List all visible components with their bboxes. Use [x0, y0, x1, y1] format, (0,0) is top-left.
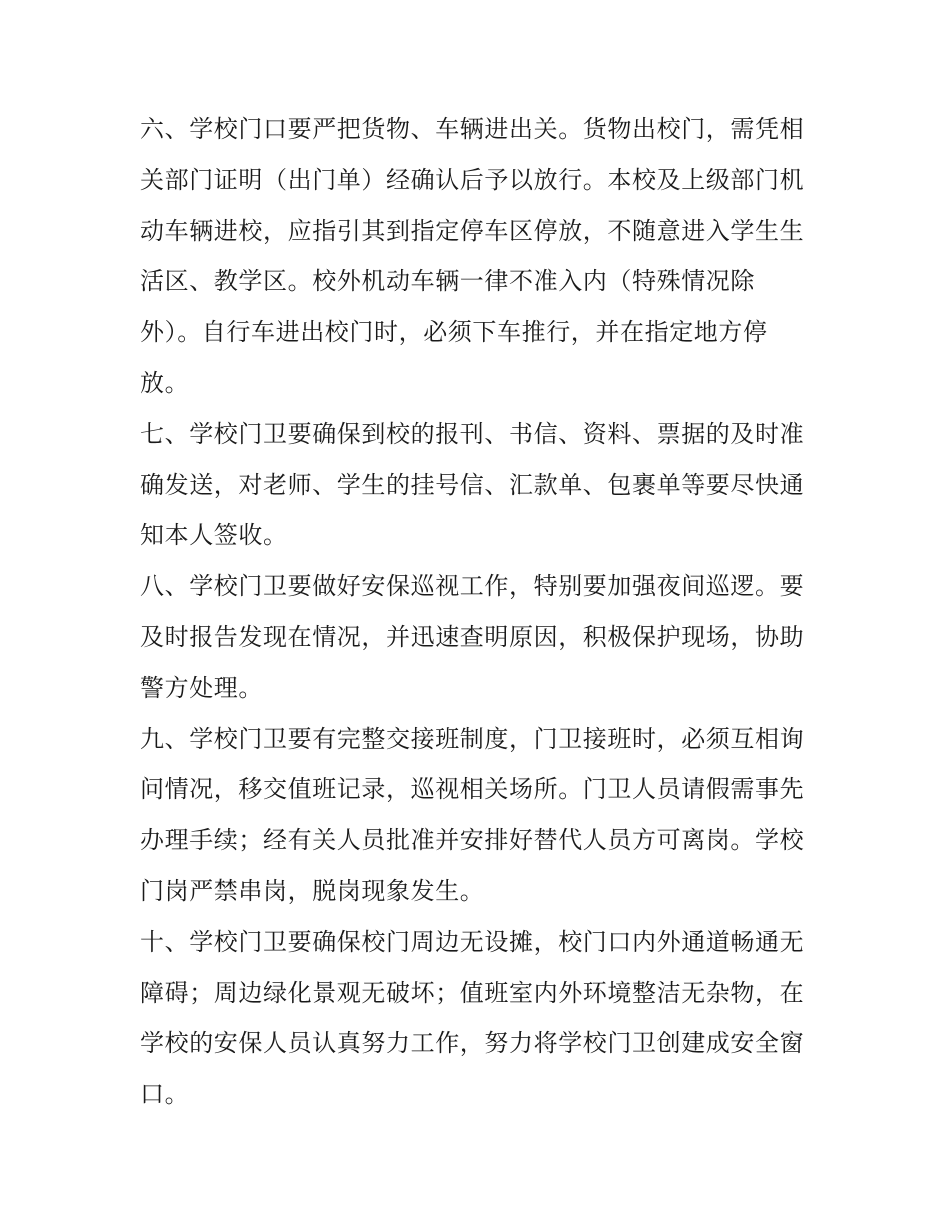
paragraph-six — [140, 104, 820, 409]
text-line: 确发送，对老师、学生的挂号信、汇款单、包裹单等要尽快通 — [140, 470, 805, 499]
text-line: 动车辆进校，应指引其到指定停车区停放，不随意进入学生生 — [140, 216, 805, 245]
text-line: 关部门证明（出门单）经确认后予以放行。本校及上级部门机 — [140, 165, 805, 194]
text-line: 九、学校门卫要有完整交接班制度，门卫接班时，必须互相询 — [140, 724, 805, 753]
text-line: 问情况，移交值班记录，巡视相关场所。门卫人员请假需事先 — [140, 775, 805, 804]
text-line: 外）。自行车进出校门时，必须下车推行，并在指定地方停 — [140, 318, 768, 347]
text-line: 十、学校门卫要确保校门周边无设摊，校门口内外通道畅通无 — [140, 927, 805, 956]
paragraph-ten — [140, 917, 820, 1120]
paragraph-eight — [140, 561, 820, 713]
text-line: 警方处理。 — [140, 673, 263, 702]
text-line: 办理手续；经有关人员批准并安排好替代人员方可离岗。学校 — [140, 826, 805, 855]
text-line: 口。 — [140, 1080, 190, 1109]
text-line: 及时报告发现在情况，并迅速查明原因，积极保护现场，协助 — [140, 622, 805, 651]
paragraph-nine — [140, 714, 820, 917]
text-line: 七、学校门卫要确保到校的报刊、书信、资料、票据的及时准 — [140, 419, 805, 448]
text-line: 八、学校门卫要做好安保巡视工作，特别要加强夜间巡逻。要 — [140, 572, 805, 601]
text-line: 活区、教学区。校外机动车辆一律不准入内（特殊情况除 — [140, 267, 755, 296]
text-line: 障碍；周边绿化景观无破坏；值班室内外环境整洁无杂物，在 — [140, 978, 805, 1007]
text-line: 学校的安保人员认真努力工作，努力将学校门卫创建成安全窗 — [140, 1029, 805, 1058]
text-line: 六、学校门口要严把货物、车辆进出关。货物出校门，需凭相 — [140, 115, 805, 143]
paragraph-seven — [140, 409, 820, 561]
text-line: 门岗严禁串岗，脱岗现象发生。 — [140, 876, 485, 905]
document-body — [140, 104, 820, 1120]
text-line: 放。 — [140, 368, 190, 397]
text-line: 知本人签收。 — [140, 521, 288, 550]
